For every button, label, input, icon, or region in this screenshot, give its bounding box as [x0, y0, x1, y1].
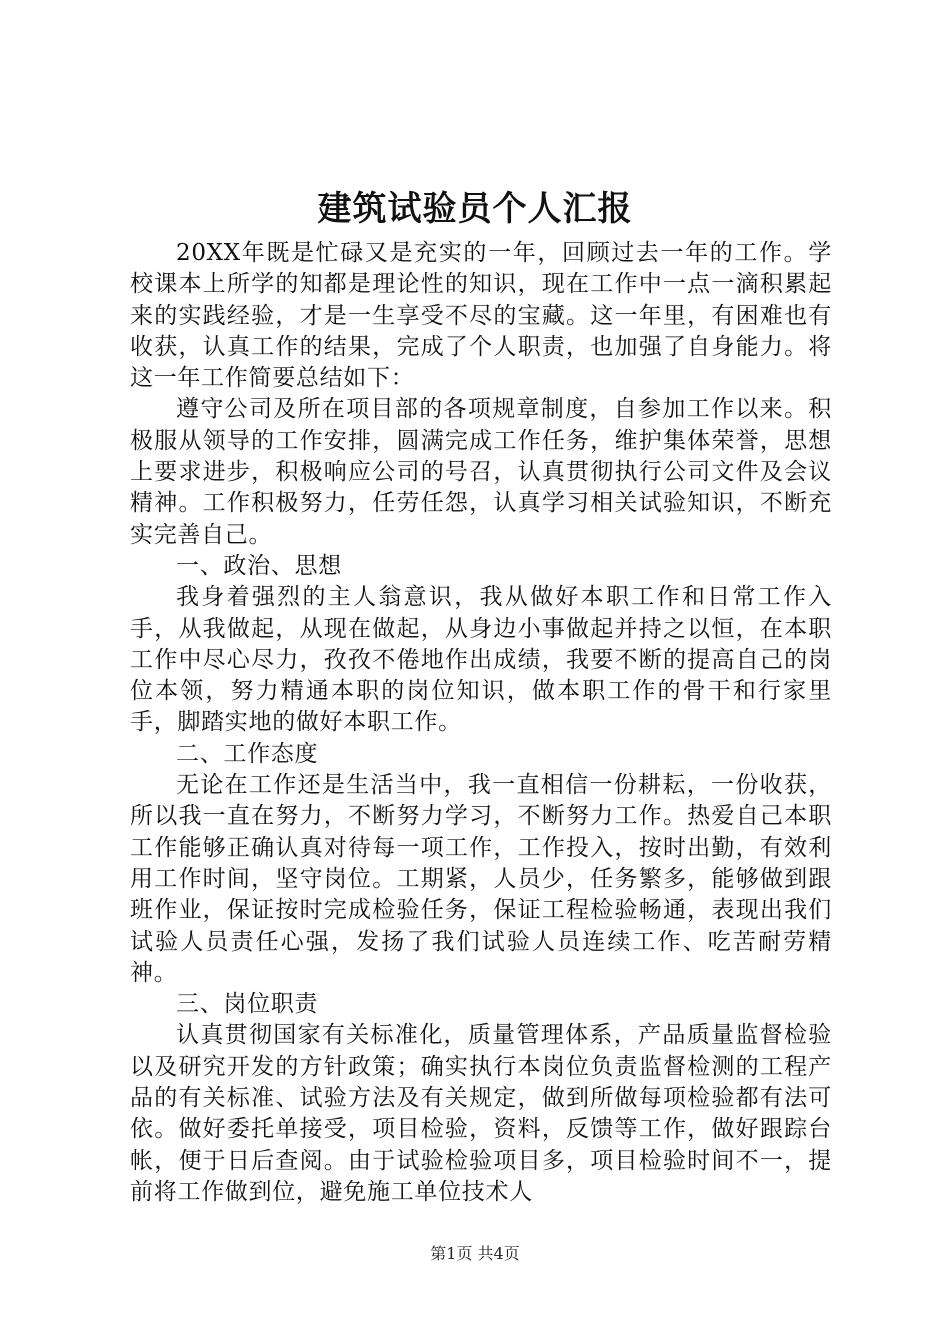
paragraph-politics: 我身着强烈的主人翁意识，我从做好本职工作和日常工作入手，从我做起，从现在做起，从身边小事做起并持之以恒，在本职工作中尽心尽力，孜孜不倦地作出成绩，我要不断的提高自己的岗位本领，努力精通本职的岗位知识，做本职工作的骨干和行家里手，脚踏实地的做好本职工作。 [130, 584, 832, 736]
paragraph-duties: 认真贯彻国家有关标准化，质量管理体系，产品质量监督检验以及研究开发的方针政策；确实执行本岗位负责监督检测的工程产品的有关标准、试验方法及有关规定，做到所做每项检验都有法可依。做好委托单接受，项目检验，资料，反馈等工作，做好跟踪台帐，便于日后查阅。由于试验检验项目多，项目检验时间不一，提前将工作做到位，避免施工单位技术人 [130, 1022, 832, 1205]
paragraph-rules: 遵守公司及所在项目部的各项规章制度，自参加工作以来。积极服从领导的工作安排，圆满完成工作任务，维护集体荣誉，思想上要求进步，积极响应公司的号召，认真贯彻执行公司文件及会议精神。工作积极努力，任劳任怨，认真学习相关试验知识，不断充实完善自己。 [130, 396, 832, 548]
section-heading-attitude: 二、工作态度 [176, 740, 319, 767]
section-heading-politics: 一、政治、思想 [176, 552, 342, 579]
paragraph-attitude: 无论在工作还是生活当中，我一直相信一份耕耘，一份收获，所以我一直在努力，不断努力学习，不断努力工作。热爱自己本职工作能够正确认真对待每一项工作，工作投入，按时出勤，有效利用工作时间，坚守岗位。工期紧，人员少，任务繁多，能够做到跟班作业，保证按时完成检验任务，保证工程检验畅通，表现出我们试验人员责任心强，发扬了我们试验人员连续工作、吃苦耐劳精神。 [130, 772, 832, 986]
page-number-footer: 第1页 共4页 [430, 1244, 520, 1263]
document-body [130, 238, 832, 1208]
paragraph-intro: 20XX年既是忙碌又是充实的一年，回顾过去一年的工作。学校课本上所学的知都是理论性的知识，现在工作中一点一滴积累起来的实践经验，才是一生享受不尽的宝藏。这一年里，有困难也有收获，认真工作的结果，完成了个人职责，也加强了自身能力。将这一年工作简要总结如下： [130, 240, 832, 392]
document-title: 建筑试验员个人汇报 [317, 189, 633, 229]
section-heading-duties: 三、岗位职责 [176, 991, 319, 1018]
